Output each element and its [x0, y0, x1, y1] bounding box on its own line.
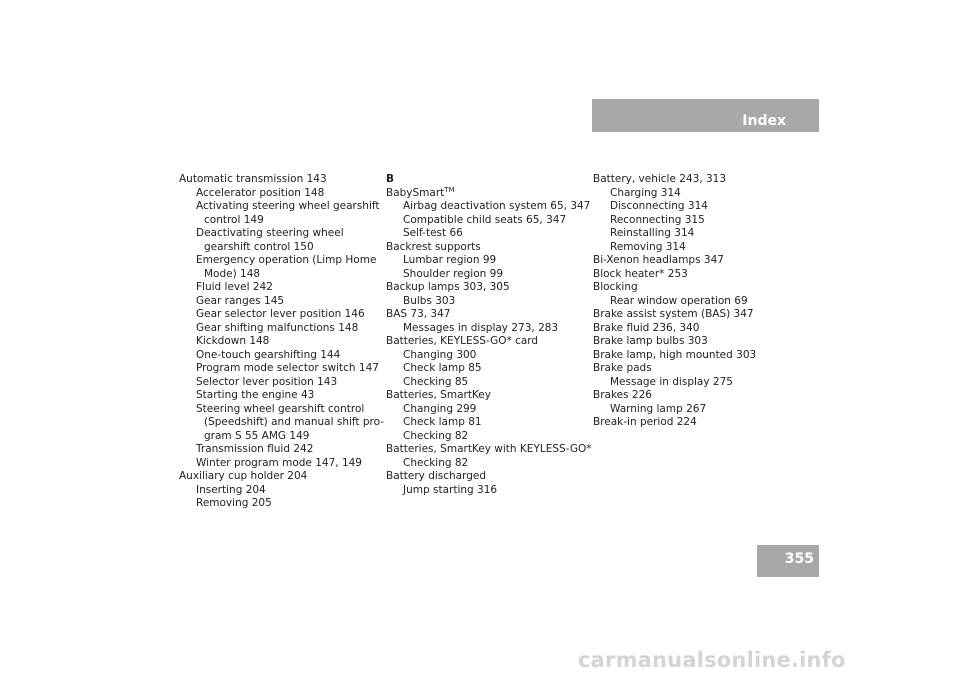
page-number-box — [757, 545, 819, 577]
index-subentry: Self-test 66 — [403, 227, 463, 239]
index-subentry: Removing 205 — [196, 497, 272, 509]
index-subentry: Changing 300 — [403, 348, 477, 361]
index-subentry: Checking 82 — [403, 456, 469, 469]
index-subentry: Check lamp 81 — [403, 416, 482, 428]
babysmart-label: BabySmart — [386, 186, 445, 199]
index-subentry: Messages in display 273, 283 — [403, 321, 559, 334]
index-subentry: Airbag deactivation system 65, 347 — [403, 200, 591, 212]
index-entry: Automatic transmission 143 — [179, 173, 327, 185]
index-entry: Brake assist system (BAS) 347 — [593, 308, 754, 320]
index-subentry: Reinstalling 314 — [610, 227, 695, 239]
index-column-1 — [179, 173, 385, 511]
index-subentry: control 149 — [204, 213, 264, 226]
index-subentry: Reconnecting 315 — [610, 213, 705, 226]
index-subentry: Steering wheel gearshift control — [196, 402, 365, 415]
index-entry: Brake lamp, high mounted 303 — [593, 348, 757, 361]
index-entry: Batteries, SmartKey with KEYLESS-GO* — [386, 443, 592, 455]
index-entry: BAS 73, 347 — [386, 308, 451, 320]
index-subentry: Emergency operation (Limp Home — [196, 254, 377, 266]
index-subentry: Inserting 204 — [196, 483, 266, 496]
index-subentry: Activating steering wheel gearshift — [196, 200, 380, 212]
index-subentry: Winter program mode 147, 149 — [196, 456, 362, 469]
index-subentry: Fluid level 242 — [196, 281, 273, 293]
index-subentry: Gear selector lever position 146 — [196, 308, 365, 320]
index-subentry: Transmission fluid 242 — [196, 443, 314, 455]
index-subentry: Kickdown 148 — [196, 335, 270, 347]
index-subentry: Charging 314 — [610, 186, 681, 199]
index-subentry: Lumbar region 99 — [403, 254, 497, 266]
section-title: Index — [742, 113, 786, 129]
index-subentry: Warning lamp 267 — [610, 402, 707, 415]
index-subentry: Checking 82 — [403, 429, 469, 442]
index-entry: Block heater* 253 — [593, 267, 688, 280]
index-entry: Brake pads — [593, 362, 652, 374]
index-entry: Bi-Xenon headlamps 347 — [593, 254, 724, 266]
index-entry: Blocking — [593, 281, 638, 293]
index-subentry: Disconnecting 314 — [610, 200, 708, 212]
index-entry: Backrest supports — [386, 240, 481, 253]
index-subentry: Jump starting 316 — [403, 483, 498, 496]
index-entry: Brake lamp bulbs 303 — [593, 335, 708, 347]
index-subentry: Selector lever position 143 — [196, 375, 338, 388]
index-subentry: Program mode selector switch 147 — [196, 362, 379, 374]
index-subentry: Bulbs 303 — [403, 294, 456, 307]
index-entry: Batteries, KEYLESS-GO* card — [386, 335, 539, 347]
trademark-mark: TM — [444, 185, 455, 194]
index-entry: Batteries, SmartKey — [386, 389, 491, 401]
page-number: 355 — [784, 551, 814, 567]
index-subentry: gearshift control 150 — [204, 240, 314, 253]
index-entry: Battery, vehicle 243, 313 — [593, 173, 727, 185]
index-column-3 — [593, 173, 793, 430]
index-entry: Brakes 226 — [593, 389, 652, 401]
index-subentry: (Speedshift) and manual shift pro- — [204, 416, 385, 428]
index-subentry: Check lamp 85 — [403, 362, 482, 374]
header-bar — [592, 99, 819, 132]
index-subentry: Gear shifting malfunctions 148 — [196, 321, 359, 334]
index-subentry: Changing 299 — [403, 402, 477, 415]
index-subentry: Removing 314 — [610, 240, 686, 253]
index-entry-babysmart — [386, 187, 586, 201]
index-subentry: Compatible child seats 65, 347 — [403, 213, 567, 226]
index-subentry: Rear window operation 69 — [610, 294, 748, 307]
index-subentry: Mode) 148 — [204, 267, 261, 280]
index-subentry: Deactivating steering wheel — [196, 227, 344, 239]
index-subentry: Starting the engine 43 — [196, 389, 315, 401]
index-letter-heading: B — [386, 173, 395, 185]
index-subentry: Shoulder region 99 — [403, 267, 504, 280]
index-entry: Auxiliary cup holder 204 — [179, 470, 308, 482]
index-subentry: Gear ranges 145 — [196, 294, 285, 307]
index-subentry: gram S 55 AMG 149 — [204, 429, 310, 442]
index-subentry: One-touch gearshifting 144 — [196, 348, 341, 361]
index-subentry: Checking 85 — [403, 375, 469, 388]
index-entry: Brake fluid 236, 340 — [593, 321, 700, 334]
watermark: carmanualsonline.info — [578, 648, 846, 672]
index-subentry: Message in display 275 — [610, 375, 733, 388]
index-subentry: Accelerator position 148 — [196, 186, 325, 199]
index-entry: Break-in period 224 — [593, 416, 697, 428]
index-entry: Battery discharged — [386, 470, 487, 482]
index-column-2 — [386, 173, 592, 497]
index-entry: Backup lamps 303, 305 — [386, 281, 510, 293]
